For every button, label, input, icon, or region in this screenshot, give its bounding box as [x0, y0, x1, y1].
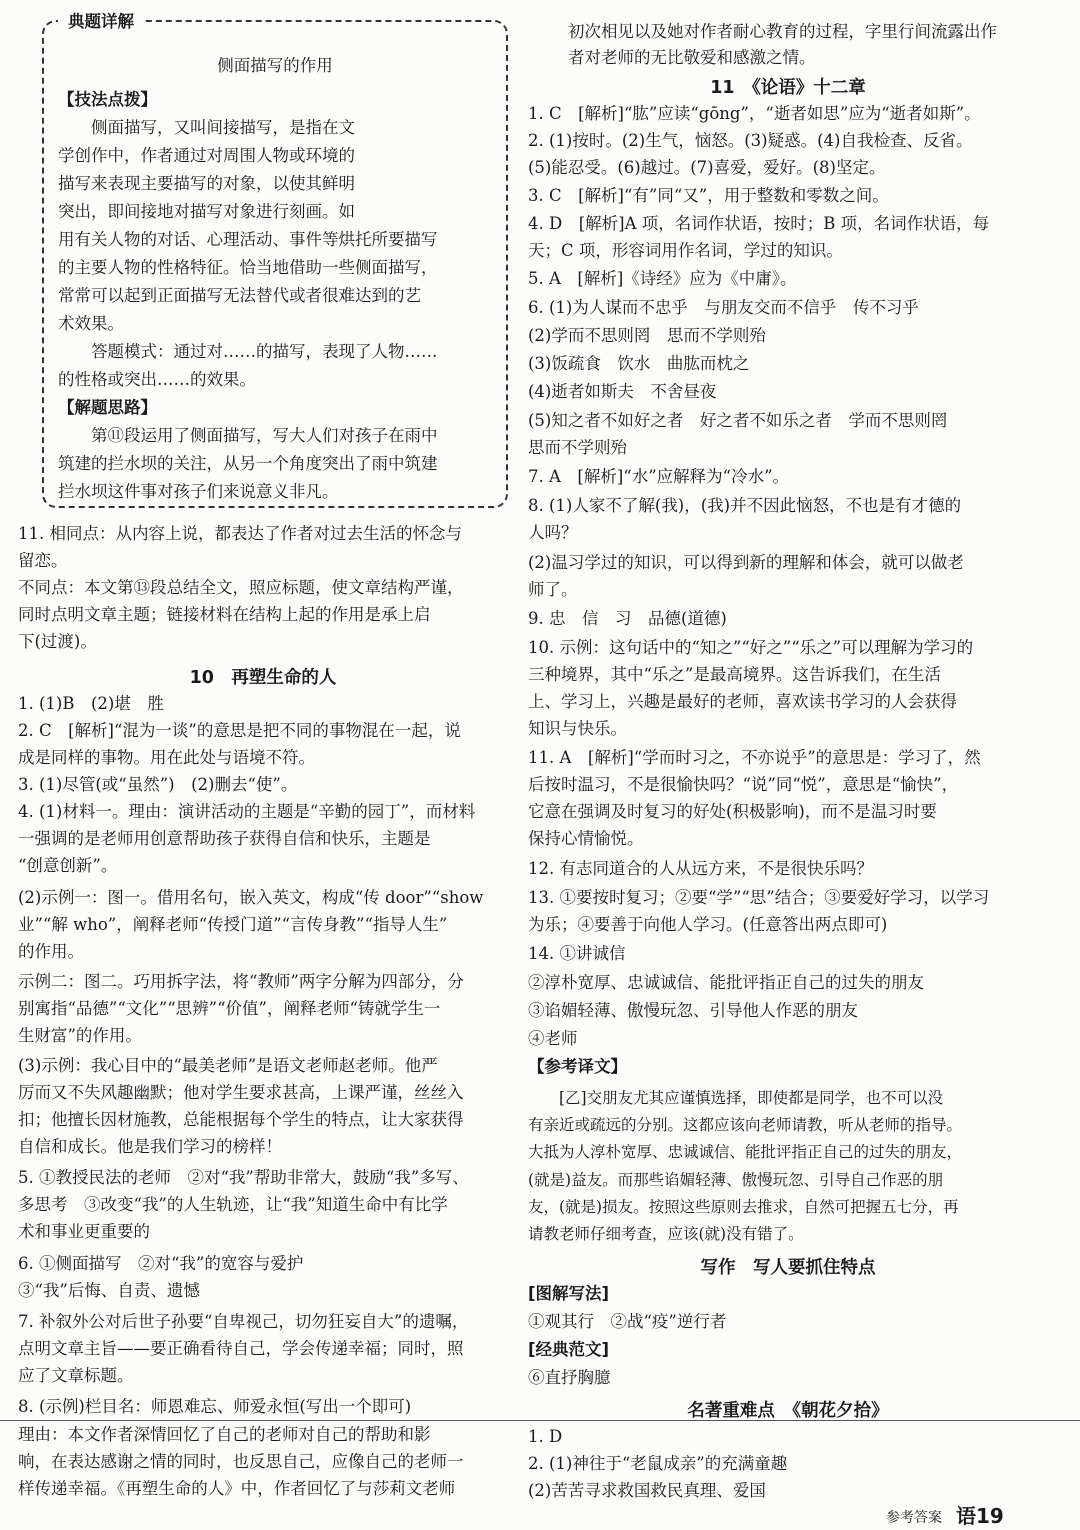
answer-line: 4. (1)材料一。理由：演讲活动的主题是“辛勤的园丁”，而材料: [18, 802, 476, 821]
answer-line: (5)能忍受。(6)越过。(7)喜爱，爱好。(8)坚定。: [528, 158, 886, 177]
answer-line: 扣；他擅长因材施教，总能根据每个学生的特点，让大家获得: [18, 1110, 464, 1129]
classic-line: 1. D: [528, 1427, 563, 1446]
box-line: 学创作中，作者通过对周围人物或环境的: [58, 146, 355, 165]
answer-line: 7. A [解析]“水”应解释为“冷水”。: [528, 467, 790, 486]
answer-line: (2)学而不思则罔 思而不学则殆: [528, 326, 766, 345]
answer-line: 1. (1)B (2)堪 胜: [18, 694, 164, 713]
answer-line: (3)示例：我心目中的“最美老师”是语文老师赵老师。他严: [18, 1056, 438, 1075]
answer-line: 示例二：图二。巧用拆字法，将“教师”两字分解为四部分，分: [18, 972, 464, 991]
answer-line: 4. D [解析]A 项，名词作状语，按时；B 项，名词作状语，每: [528, 214, 990, 233]
answer-line: 3. (1)尽管(或“虽然”) (2)删去“使”。: [18, 775, 298, 794]
box-line: 的性格或突出……的效果。: [58, 370, 256, 389]
answer-line: 知识与快乐。: [528, 719, 627, 738]
answer-line: 13. ①要按时复习；②要“学”“思”结合；③要爱好学习，以学习: [528, 888, 990, 907]
answer-line: 生财富”的作用。: [18, 1026, 142, 1045]
section-heading-classic: 名著重难点 《朝花夕拾》: [687, 1401, 889, 1421]
answer-line: 思而不学则殆: [528, 438, 627, 457]
section-heading-writing: 写作 写人要抓住特点: [700, 1258, 876, 1278]
box-line: 描写来表现主要描写的对象，以使其鲜明: [58, 174, 355, 193]
box-line: 【技法点拨】: [58, 90, 157, 109]
writing-line: [图解写法]: [528, 1284, 610, 1303]
answer-line: 2. (1)按时。(2)生气，恼怒。(3)疑惑。(4)自我检查、反省。: [528, 131, 973, 150]
footer-rule: [0, 1420, 1080, 1421]
answer-line: 样传递幸福。《再塑生命的人》中，作者回忆了与莎莉文老师: [18, 1479, 456, 1498]
translation-line: (就是)益友。而那些谄媚轻薄、傲慢玩忽、引导自己作恶的朋: [528, 1171, 944, 1189]
answer-line: 14. ①讲诚信: [528, 944, 626, 963]
classic-line: 2. (1)神往于“老鼠成亲”的充满童趣: [528, 1454, 788, 1473]
box-line: 突出，即间接地对描写对象进行刻画。如: [58, 202, 355, 221]
answer-line: 的作用。: [18, 942, 84, 961]
answer-line: 一强调的是老师用创意帮助孩子获得自信和快乐，主题是: [18, 829, 431, 848]
translation-line: 友，(就是)损友。按照这些原则去推求，自然可把握五七分，再: [528, 1198, 959, 1216]
answer-line: 师了。: [528, 580, 578, 599]
answer-line: 11. 相同点：从内容上说，都表达了作者对过去生活的怀念与: [18, 524, 462, 543]
answer-line: ④老师: [528, 1029, 578, 1048]
answer-line: 6. (1)为人谋而不忠乎 与朋友交而不信乎 传不习乎: [528, 298, 919, 317]
box-line: 筑建的拦水坝的关注，从另一个角度突出了雨中筑建: [58, 454, 438, 473]
answer-line: 10. 示例：这句话中的“知之”“好之”“乐之”可以理解为学习的: [528, 638, 974, 657]
answer-line: 同时点明文章主题；链接材料在结构上起的作用是承上启: [18, 605, 431, 624]
answer-line: 5. A [解析]《诗经》应为《中庸》。: [528, 269, 797, 288]
answer-line: 人吗？: [528, 523, 578, 542]
box-line: 【解题思路】: [58, 398, 157, 417]
box-line: 拦水坝这件事对孩子们来说意义非凡。: [58, 482, 339, 501]
section-heading-11: 11 《论语》十二章: [710, 78, 866, 98]
answer-line: 初次相见以及她对作者耐心教育的过程，字里行间流露出作: [568, 22, 997, 41]
box-line: 用有关人物的对话、心理活动、事件等烘托所要描写: [58, 230, 438, 249]
section-heading-10: 10 再塑生命的人: [189, 668, 337, 688]
answer-line: 5. ①教授民法的老师 ②对“我”帮助非常大，鼓励“我”多写、: [18, 1168, 469, 1187]
answer-line: 响，在表达感谢之情的同时，也反思自己，应像自己的老师一: [18, 1452, 464, 1471]
box-line: 侧面描写，又叫间接描写，是指在文: [58, 118, 355, 137]
writing-line: ①观其行 ②战“疫”逆行者: [528, 1312, 727, 1331]
answer-line: 术和事业更重要的: [18, 1222, 150, 1241]
answer-line: 自信和成长。他是我们学习的榜样！: [18, 1137, 282, 1156]
answer-line: 后按时温习，不是很愉快吗？“说”同“悦”，意思是“愉快”，: [528, 775, 959, 794]
answer-line: 成是同样的事物。用在此处与语境不符。: [18, 748, 315, 767]
box-line: 答题模式：通过对……的描写，表现了人物……: [58, 342, 438, 361]
page-number: 语19: [956, 1504, 1004, 1528]
answer-line: 它意在强调及时复习的好处(积极影响)，而不是温习时要: [528, 802, 937, 821]
answer-line: ③“我”后悔、自责、遗憾: [18, 1281, 200, 1300]
answer-line: (3)饭疏食 饮水 曲肱而枕之: [528, 354, 750, 373]
answer-line: 不同点：本文第⑬段总结全文，照应标题，使文章结构严谨，: [18, 578, 464, 597]
answer-line: (5)知之者不如好之者 好之者不如乐之者 学而不思则罔: [528, 411, 948, 430]
answer-line: (4)逝者如斯夫 不舍昼夜: [528, 382, 717, 401]
translation-line: [乙]交朋友尤其应谨慎选择，即使都是同学，也不可以没: [528, 1089, 944, 1107]
answer-line: 3. C [解析]“有”同“又”，用于整数和零数之间。: [528, 186, 889, 205]
classic-line: (2)苦苦寻求救国救民真理、爱国: [528, 1481, 766, 1500]
answer-line: 应了文章标题。: [18, 1366, 134, 1385]
technique-box: [42, 20, 508, 508]
translation-header: 【参考译文】: [528, 1057, 627, 1076]
answer-line: 2. C [解析]“混为一谈”的意思是把不同的事物混在一起，说: [18, 721, 461, 740]
box-line: 术效果。: [58, 314, 124, 333]
answer-line: ③谄媚轻薄、傲慢玩忽、引导他人作恶的朋友: [528, 1001, 858, 1020]
answer-line: 8. (示例)栏目名：师恩难忘、师爱永恒(写出一个即可): [18, 1397, 412, 1416]
box-line: 常常可以起到正面描写无法替代或者很难达到的艺: [58, 286, 421, 305]
translation-line: 请教老师仔细考查，应该(就)没有错了。: [528, 1225, 804, 1243]
answer-line: 留恋。: [18, 551, 68, 570]
translation-line: 有亲近或疏远的分别。这都应该向老师请教，听从老师的指导。: [528, 1116, 963, 1134]
answer-line: 理由：本文作者深情回忆了自己的老师对自己的帮助和影: [18, 1425, 431, 1444]
answer-line: 9. 忠 信 习 品德(道德): [528, 609, 727, 628]
answer-line: 下(过渡)。: [18, 632, 97, 651]
answer-line: 别寓指“品德”“文化”“思辨”“价值”，阐释老师“铸就学生一: [18, 999, 441, 1018]
translation-line: 大抵为人淳朴宽厚、忠诚诚信、能批评指正自己的过失的朋友，: [528, 1143, 963, 1161]
answer-line: 11. A [解析]“学而时习之，不亦说乎”的意思是：学习了，然: [528, 748, 981, 767]
answer-line: 者对老师的无比敬爱和感激之情。: [568, 48, 816, 67]
answer-line: 8. (1)人家不了解(我)，(我)并不因此恼怒，不也是有才德的: [528, 496, 962, 515]
answer-line: (2)温习学过的知识，可以得到新的理解和体会，就可以做老: [528, 553, 964, 572]
box-line: 第⑪段运用了侧面描写，写大人们对孩子在雨中: [58, 426, 438, 445]
answer-line: 6. ①侧面描写 ②对“我”的宽容与爱护: [18, 1254, 304, 1273]
box-line: 的主要人物的性格特征。恰当地借助一些侧面描写，: [58, 258, 438, 277]
answer-line: (2)示例一：图一。借用名句，嵌入英文，构成“传 door”“show: [18, 888, 484, 907]
box-tag: 典题详解: [58, 8, 144, 32]
answer-line: 三种境界，其中“乐之”是最高境界。这告诉我们，在生活: [528, 665, 941, 684]
answer-line: 12. 有志同道合的人从远方来，不是很快乐吗？: [528, 859, 873, 878]
writing-line: ⑥直抒胸臆: [528, 1368, 611, 1387]
answer-line: 业”“解 who”，阐释老师“传授门道”“言传身教”“指导人生”: [18, 915, 448, 934]
answer-line: 点明文章主旨——要正确看待自己，学会传递幸福；同时，照: [18, 1339, 464, 1358]
box-title: 侧面描写的作用: [217, 56, 333, 75]
answer-line: 保持心情愉悦。: [528, 829, 644, 848]
answer-line: 1. C [解析]“肱”应读“gōng”，“逝者如思”应为“逝者如斯”。: [528, 104, 981, 123]
answer-line: ②淳朴宽厚、忠诚诚信、能批评指正自己的过失的朋友: [528, 973, 924, 992]
footer-label: 参考答案: [886, 1510, 942, 1526]
answer-line: 为乐；④要善于向他人学习。(任意答出两点即可): [528, 915, 888, 934]
answer-line: 天；C 项，形容词用作名词，学过的知识。: [528, 241, 843, 260]
answer-line: 7. 补叙外公对后世子孙要“自卑视己，切勿狂妄自大”的遗嘱，: [18, 1312, 469, 1331]
writing-line: [经典范文]: [528, 1340, 610, 1359]
answer-line: 厉而又不失风趣幽默；他对学生要求甚高，上课严谨，丝丝入: [18, 1083, 464, 1102]
answer-line: 上、学习上，兴趣是最好的老师，喜欢读书学习的人会获得: [528, 692, 957, 711]
answer-line: 多思考 ③改变“我”的人生轨迹，让“我”知道生命中有比学: [18, 1195, 448, 1214]
answer-line: “创意创新”。: [18, 856, 118, 875]
